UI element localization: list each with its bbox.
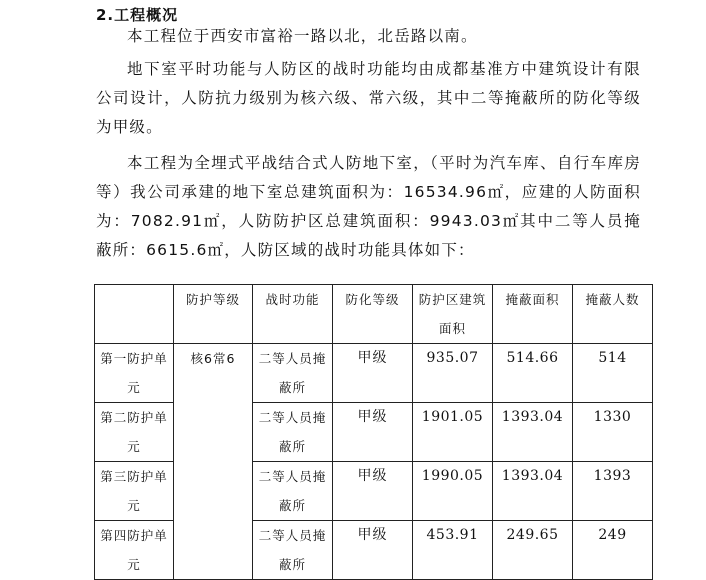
protected-area: 1990.05 — [413, 462, 493, 521]
header-chem-grade: 防化等级 — [333, 285, 413, 344]
shelter-area: 249.65 — [493, 521, 573, 580]
unit-name: 第三防护单元 — [95, 462, 174, 521]
protected-area: 935.07 — [413, 344, 493, 403]
civil-defense-table — [94, 284, 653, 580]
paragraph-area: 本工程为全埋式平战结合式人防地下室，（平时为汽车库、自行车库房等）我公司承建的地下室总建筑面积为：16534.96㎡，应建的人防面积为：7082.91㎡，人防防护区总建筑面积：9943.03㎡其中二等人员掩蔽所：6615.6㎡，人防区域的战时功能具体如下： — [96, 154, 641, 259]
header-shelter-area: 掩蔽面积 — [493, 285, 573, 344]
table-header-row — [95, 285, 653, 344]
protected-area: 453.91 — [413, 521, 493, 580]
wartime-function: 二等人员掩蔽所 — [253, 403, 333, 462]
shelter-people: 249 — [573, 521, 653, 580]
shelter-area: 1393.04 — [493, 403, 573, 462]
paragraph-location: 本工程位于西安市富裕一路以北，北岳路以南。 — [127, 27, 478, 45]
header-unit — [95, 285, 174, 344]
shelter-people: 1330 — [573, 403, 653, 462]
wartime-function: 二等人员掩蔽所 — [253, 344, 333, 403]
wartime-function: 二等人员掩蔽所 — [253, 462, 333, 521]
unit-name: 第四防护单元 — [95, 521, 174, 580]
unit-name: 第一防护单元 — [95, 344, 174, 403]
shelter-people: 1393 — [573, 462, 653, 521]
header-shelter-people: 掩蔽人数 — [573, 285, 653, 344]
header-protection-grade: 防护等级 — [174, 285, 253, 344]
protected-area: 1901.05 — [413, 403, 493, 462]
shelter-area: 514.66 — [493, 344, 573, 403]
paragraph-design: 地下室平时功能与人防区的战时功能均由成都基准方中建筑设计有限公司设计，人防抗力级别为核六级、常六级，其中二等掩蔽所的防化等级为甲级。 — [96, 60, 641, 136]
chem-grade: 甲级 — [333, 462, 413, 521]
table-row — [95, 344, 653, 403]
section-heading: 2.工程概况 — [96, 6, 179, 24]
chem-grade: 甲级 — [333, 344, 413, 403]
protection-grade: 核6常6 — [174, 344, 253, 580]
unit-name: 第二防护单元 — [95, 403, 174, 462]
chem-grade: 甲级 — [333, 403, 413, 462]
shelter-people: 514 — [573, 344, 653, 403]
header-wartime-function: 战时功能 — [253, 285, 333, 344]
header-protected-area: 防护区建筑面积 — [413, 285, 493, 344]
wartime-function: 二等人员掩蔽所 — [253, 521, 333, 580]
chem-grade: 甲级 — [333, 521, 413, 580]
shelter-area: 1393.04 — [493, 462, 573, 521]
